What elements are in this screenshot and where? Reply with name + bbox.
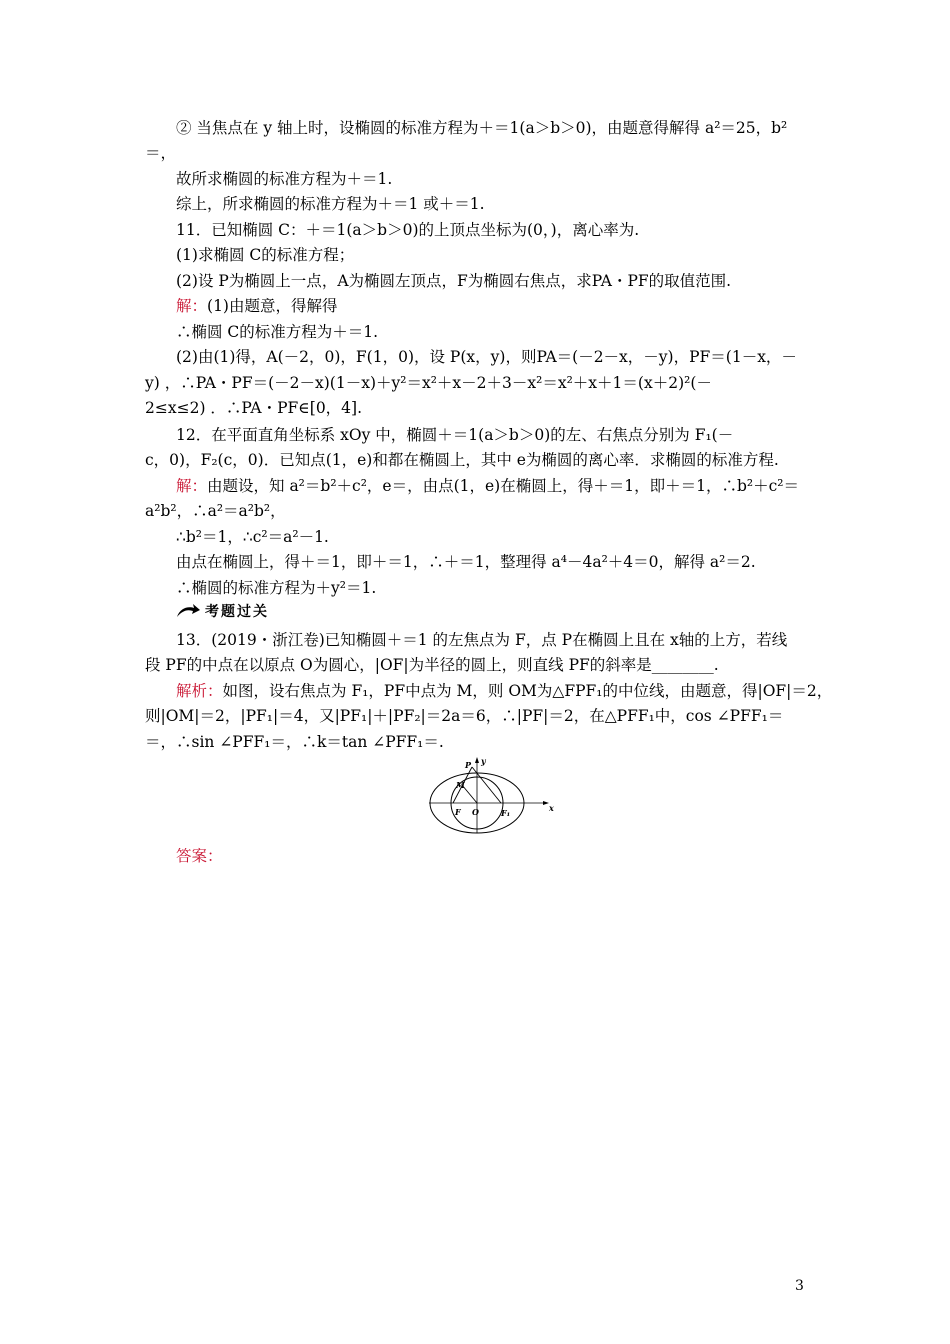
- text-line: ∴椭圆 C的标准方程为＋＝1.: [176, 323, 379, 341]
- text-line: 则|OM|＝2，|PF₁|＝4，又|PF₁|＋|PF₂|＝2a＝6，∴|PF|＝2，在△PFF₁中，cos ∠PFF₁＝: [145, 707, 784, 725]
- text-line: ∴b²＝1，∴c²＝a²－1.: [176, 528, 329, 546]
- label-f1: F₁: [501, 808, 511, 818]
- text-line: 2≤x≤2) ．∴PA・PF∈[0，4].: [145, 399, 363, 417]
- text-line: ＝，: [145, 144, 177, 162]
- text-line: (1)求椭圆 C的标准方程；: [176, 246, 355, 264]
- analysis-line: [176, 681, 833, 701]
- text-line: 段 PF的中点在以原点 O为圆心，|OF|为半径的圆上，则直线 PF的斜率是________.: [145, 656, 719, 674]
- section-header: [175, 600, 269, 622]
- text-line: c，0)，F₂(c，0)．已知点(1，e)和都在椭圆上，其中 e为椭圆的离心率．求椭圆的标准方程.: [145, 451, 779, 469]
- solution-label: 解：: [176, 297, 208, 315]
- label-x: x: [549, 803, 554, 813]
- solution-line: [176, 296, 810, 316]
- label-f: F: [455, 807, 461, 817]
- problem-11-line: 11．已知椭圆 C：＋＝1(a＞b＞0)的上顶点坐标为(0，)，离心率为.: [176, 221, 640, 239]
- solution-label: 解：: [176, 477, 208, 495]
- text-line: a²b²，∴a²＝a²b²，: [145, 502, 286, 520]
- text-line: y) ，∴PA・PF＝(－2－x)(1－x)＋y²＝x²＋x－2＋3－x²＝x²＋x＋1＝(x＋2)²(－: [145, 374, 712, 392]
- problem-13-line: 13．(2019・浙江卷)已知椭圆＋＝1 的左焦点为 F，点 P在椭圆上且在 x轴的上方，若线: [176, 631, 788, 649]
- label-y: y: [481, 756, 486, 766]
- text-line: 综上，所求椭圆的标准方程为＋＝1 或＋＝1.: [176, 195, 485, 213]
- solution-text: 由题设，知 a²＝b²＋c²，e＝，由点(1，e)在椭圆上，得＋＝1，即＋＝1，∴b²＋c²＝: [207, 477, 799, 495]
- label-o: O: [472, 807, 479, 817]
- text-line: (2)由(1)得，A(－2，0)，F(1，0)，设 P(x，y)，则PA＝(－2－x，－y)，PF＝(1－x，－: [176, 348, 797, 366]
- label-m: M: [456, 780, 465, 790]
- solution-text: (1)由题意，得解得: [207, 297, 338, 315]
- ellipse-figure: [425, 755, 560, 835]
- text-line: ② 当焦点在 y 轴上时，设椭圆的标准方程为＋＝1(a＞b＞0)，由题意得解得 a²＝25，b²: [176, 119, 788, 137]
- analysis-text: 如图，设右焦点为 F₁，PF中点为 M，则 OM为△FPF₁的中位线，由题意，得|OF|＝2，: [222, 682, 833, 700]
- text-line: ＝，∴sin ∠PFF₁＝，∴k＝tan ∠PFF₁＝.: [145, 733, 444, 751]
- answer-label: 答案：: [176, 847, 223, 865]
- text-line: 由点在椭圆上，得＋＝1，即＋＝1，∴＋＝1，整理得 a⁴－4a²＋4＝0，解得 a²＝2.: [176, 553, 756, 571]
- curved-arrow-icon: [175, 603, 201, 619]
- text-line: ∴椭圆的标准方程为＋y²＝1.: [176, 579, 377, 597]
- analysis-label: 解析：: [176, 682, 223, 700]
- text-line: (2)设 P为椭圆上一点，A为椭圆左顶点，F为椭圆右焦点，求PA・PF的取值范围.: [176, 272, 732, 290]
- solution-line: [176, 476, 810, 496]
- text-line: 故所求椭圆的标准方程为＋＝1.: [176, 170, 393, 188]
- problem-12-line: 12．在平面直角坐标系 xOy 中，椭圆＋＝1(a＞b＞0)的左、右焦点分别为 F₁(－: [176, 426, 734, 444]
- section-title: 考题过关: [205, 604, 269, 620]
- page-number: 3: [795, 1278, 804, 1294]
- label-p: P: [465, 760, 472, 770]
